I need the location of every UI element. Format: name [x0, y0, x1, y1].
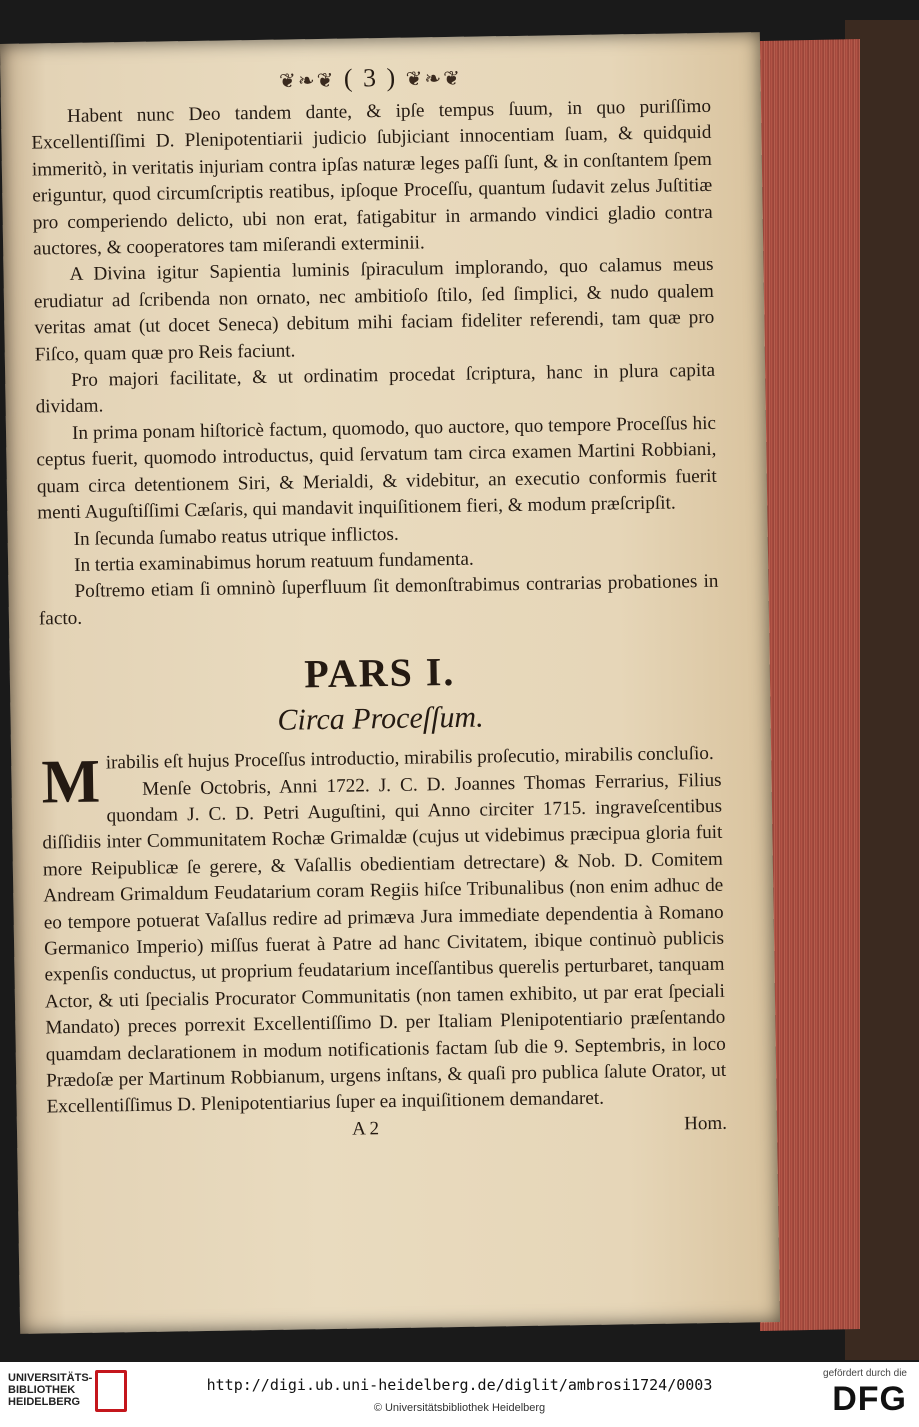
signature-mark: A 2: [351, 1118, 380, 1140]
catchword: Hom.: [684, 1112, 728, 1135]
body-paragraph-2: Menſe Octobris, Anni 1722. J. C. D. Joannes Thomas Ferrarius, Filius quondam J. C. D. Petri Auguſtini, qui Anno circiter 1715. ingraveſcentibus diſſidiis inter Communitatem Rochæ Grimaldæ (cujus ut videbimus præcipua gloria fuit more Reipublicæ ſe gerere, & Vaſallis obedientiam detrectare) & Nob. D. Comitem Andream Grimaldum Feudatarium coram Regiis hiſce Tribunalibus (non enim adhuc de eo tempore potuerat Vaſallus redire ad primæva Jura immediate dependentia à Romano Germanico Imperio) miſſus fuerat à Patre ad hanc Civitatem, ibique continuò publicis expenſis conductus, ut proprium feudatarium inceſſantibus querelis perturbaret, tanquam Actor, & uti ſpecialis Procurator Communitatis (non tamen exhibito, ut par erat ſpeciali Mandato) preces porrexit Excellentiſſimo D. per Italiam Plenipotentiario præſentando quamdam declarationem in modum notificationis factam ſub die 9. Septembris, in loco Prædoſæ per Martinum Robbianum, urgens inſtans, & quaſi pro publica ſalute Orator, ut Excellentiſſimus D. Plenipotentiarius ſuper ea inquiſitionem demandaret.: [42, 769, 727, 1118]
page-header: [30, 58, 710, 99]
paragraph-3: Pro majori facilitate, & ut ordinatim procedat ſcriptura, hanc in plura capita dividam.: [35, 359, 716, 418]
paragraph-1: Habent nunc Deo tandem dante, & ipſe tempus ſuum, in quo puriſſimo Excellentiſſimi D. Plenipotentiarii judicio ſubjiciant innocentiam ſuam, & quidquid immeritò, in veritatis injuriam contra ipſas naturæ leges paſſi ſunt, & in conſtantem ſpem eriguntur, quod circumſcriptis reatibus, ipſoque Proceſſu, quantum ſudavit zelus Juſtitiæ pro comperiendo delicto, ubi non erat, fatigabitur in armando vindici gladio contra auctores, & cooperatores tam miſerandi exterminii.: [31, 95, 713, 260]
paragraph-7: Poſtremo etiam ſi omninò ſuperfluum ſit demonſtrabimus contrarias probationes in facto.: [38, 571, 719, 630]
logo-line-2: BIBLIOTHEK: [8, 1384, 76, 1396]
logo-line-3: HEIDELBERG: [8, 1396, 81, 1408]
book-page: [0, 32, 780, 1334]
funded-by-text: gefördert durch die: [823, 1368, 907, 1379]
ornament-left-icon: ❦❧❦: [278, 69, 336, 93]
permalink-url[interactable]: http://digi.ub.uni-heidelberg.de/diglit/ambrosi1724/0003: [206, 1376, 713, 1394]
paragraph-6: In tertia examinabimus horum reatuum fundamenta.: [73, 548, 474, 576]
section-subtitle: Circa Proceſſum.: [277, 700, 484, 737]
copyright-text: © Universitätsbibliothek Heidelberg: [373, 1402, 546, 1414]
dropcap: M: [40, 747, 101, 817]
viewer-footer: [0, 1362, 919, 1427]
paragraph-4: In prima ponam hiſtoricè factum, quomodo, quo auctore, quo tempore Proceſſus hic ceptus fuerit, quomodo introductus, quid ſervatum tam circa examen Martini Robbiani, quam circa detentionem Siri, & Merialdi, & videbitur, an executio conformis fuerit menti Auguſtiſſimi Cæſaris, qui mandavit inquiſitionem fieri, & modum præſcripſit.: [36, 412, 717, 524]
section-title: PARS I.: [303, 649, 456, 697]
page-number: ( 3 ): [343, 62, 398, 93]
paragraph-5: In ſecunda ſumabo reatus utrique inflictos.: [73, 523, 399, 550]
paragraph-2: A Divina igitur Sapientia luminis ſpiraculum implorando, quo calamus meus erudiatur ad ſcribenda non ornato, nec ambitioſo ſtilo, ſed ſimplici, & nudo qualem veritas amat (ut docet Seneca) debitum mihi faciam fideliter referendi, tam quæ pro Fiſco, quam quæ pro Reis faciunt.: [33, 254, 715, 366]
page-content: [30, 58, 727, 1145]
logo-line-1: UNIVERSITÄTS-: [8, 1372, 93, 1384]
dfg-logo[interactable]: DFG: [832, 1380, 907, 1418]
first-paragraph-text: irabilis eſt hujus Proceſſus introductio, mirabilis proſecutio, mirabilis concluſio.: [105, 743, 714, 774]
ornament-right-icon: ❦❧❦: [405, 67, 463, 91]
